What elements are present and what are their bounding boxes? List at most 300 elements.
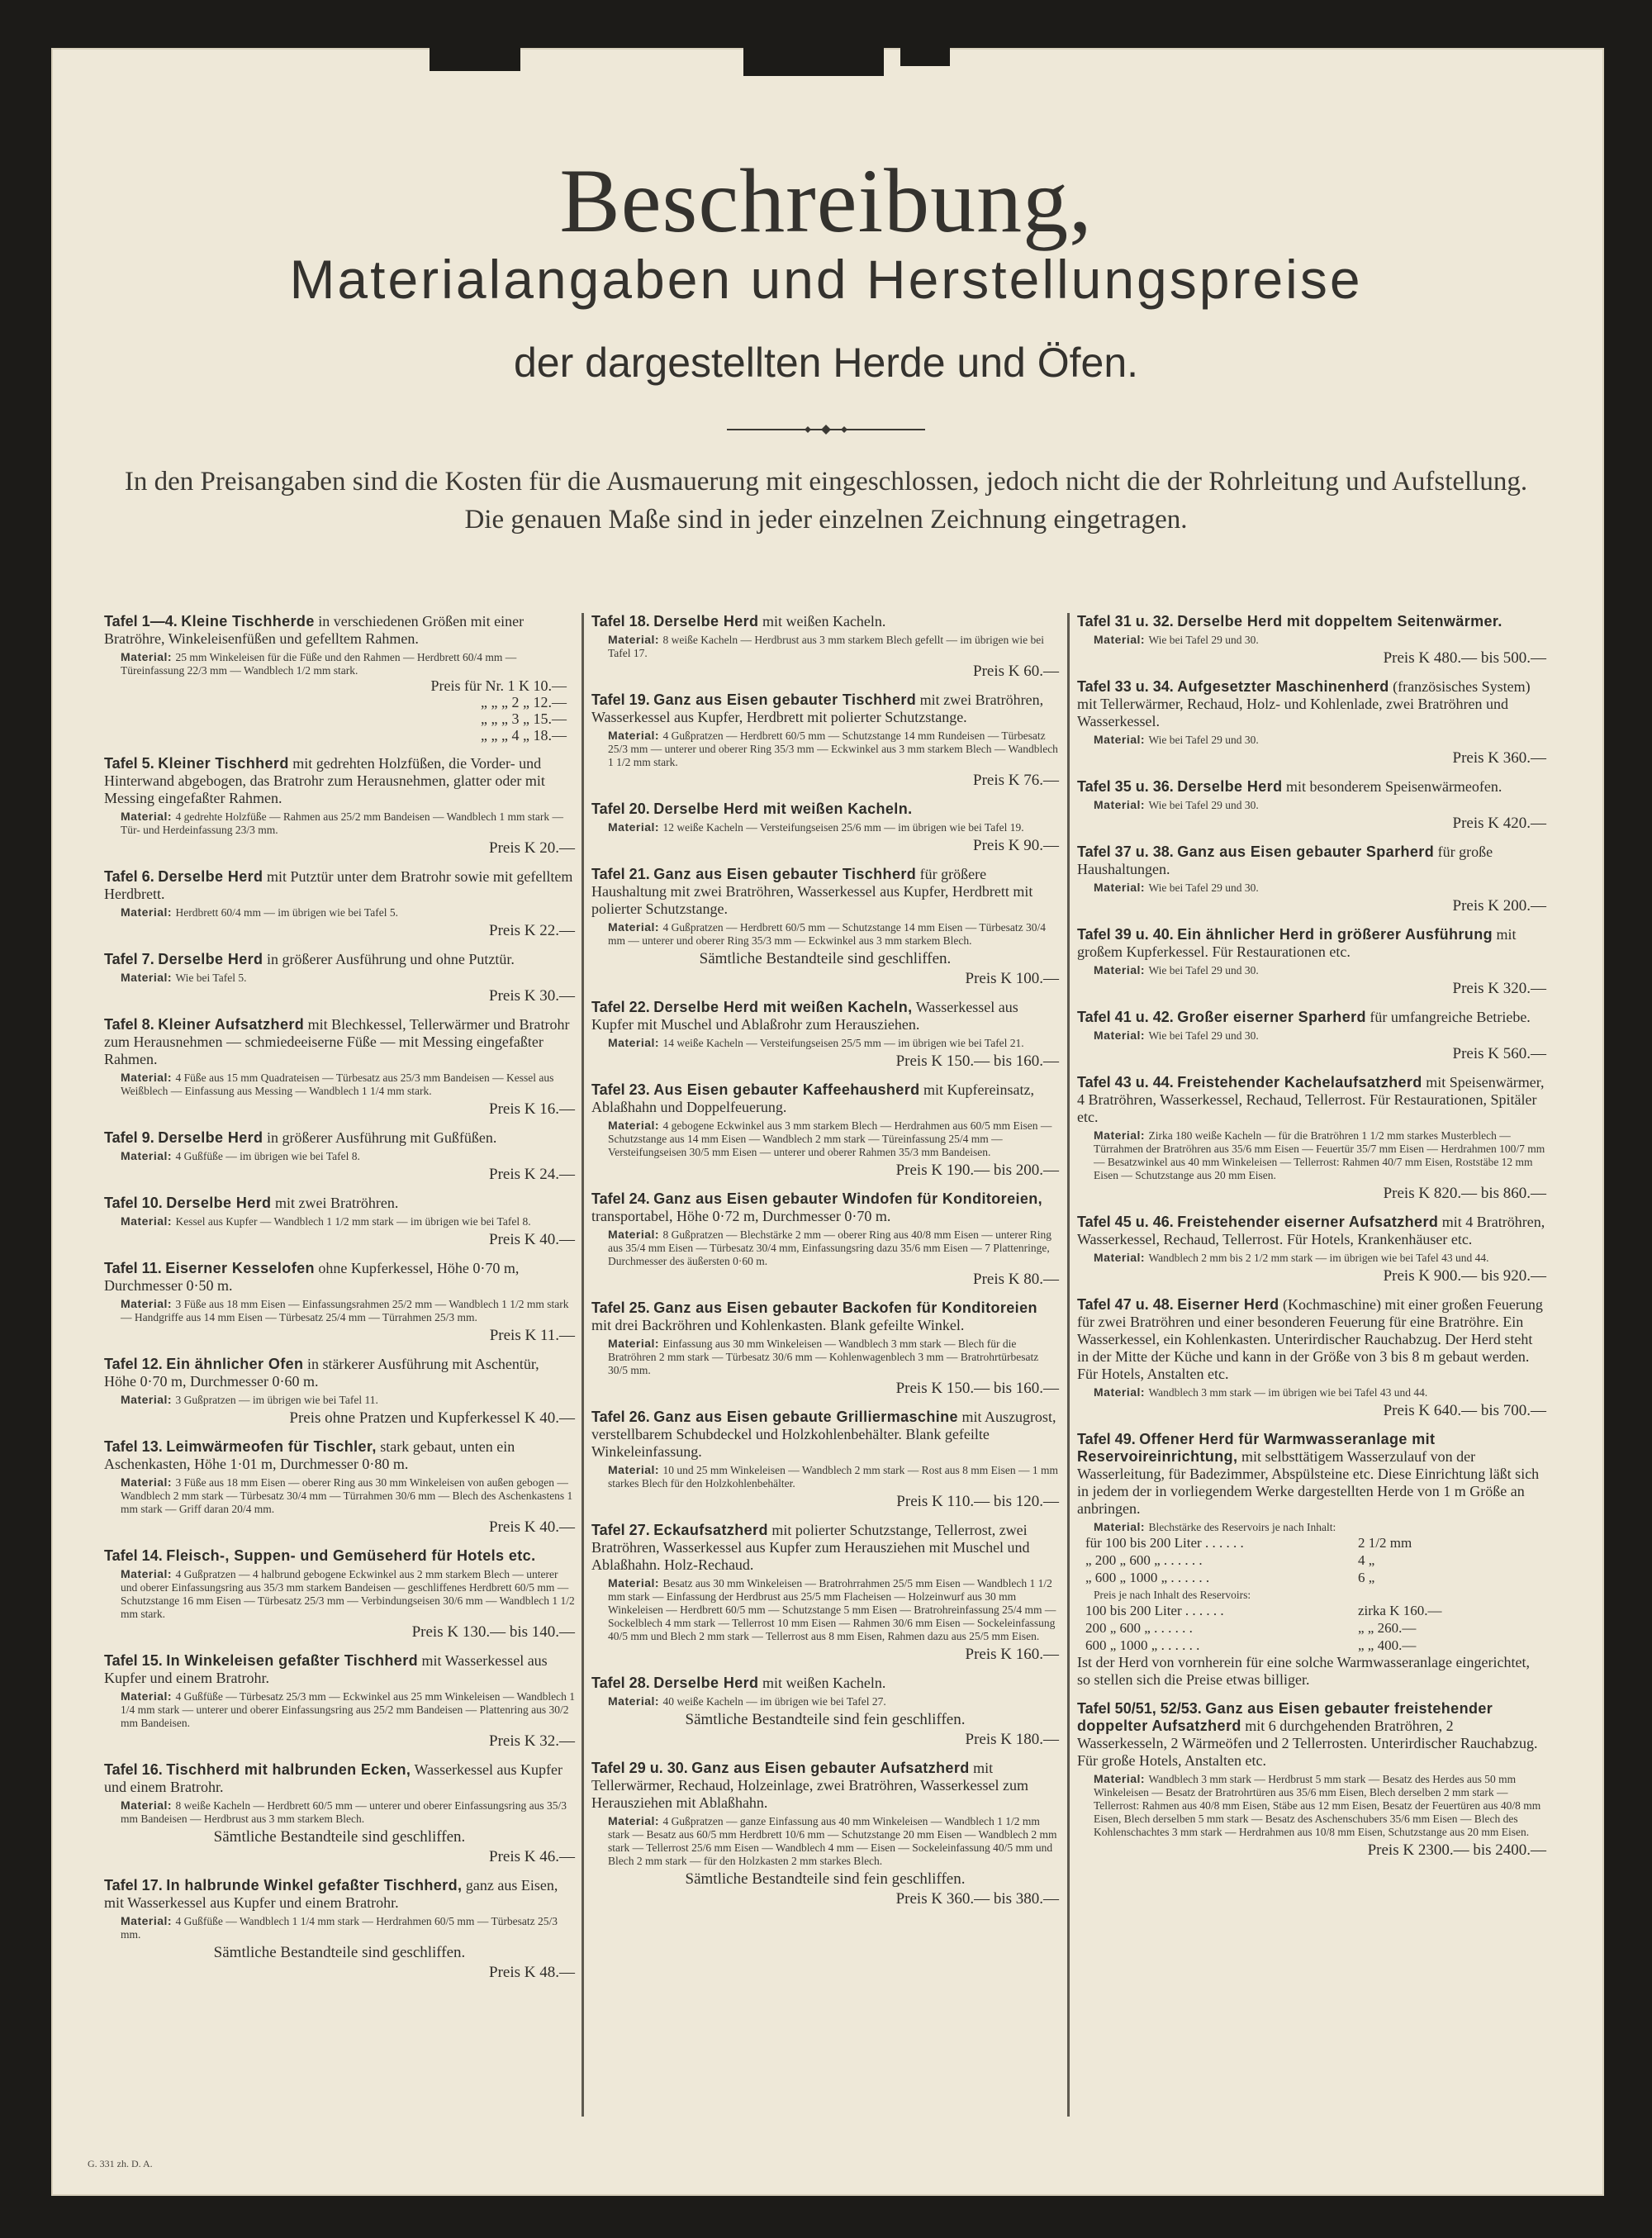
entry <box>591 801 1059 854</box>
torn-edge <box>743 48 884 76</box>
material-note <box>591 1228 1059 1268</box>
entry-title: Derselbe Herd <box>653 613 759 630</box>
material-text: 3 Füße aus 18 mm Eisen — Einfassungsrahmen 25/2 mm — Wandblech 1 1/2 mm stark — Handgriffe aus 14 mm Eisen — Türbesatz 25/4 mm — Türrahmen 25/3 mm. <box>121 1298 569 1323</box>
entry-text: mit drei Backröhren und Kohlenkasten. Blank gefeilte Winkel. <box>591 1317 965 1333</box>
material-note <box>104 1297 575 1324</box>
entry-title: Ganz aus Eisen gebaute Grilliermaschine <box>653 1409 958 1425</box>
entry-text: für große Haushaltungen. <box>1077 843 1493 877</box>
material-label: Material: <box>1094 1520 1149 1533</box>
price: Preis K 76.— <box>973 772 1059 789</box>
reservoir-row <box>1085 1619 1546 1637</box>
entry-title: Derselbe Herd mit doppeltem Seitenwärmer. <box>1177 613 1502 630</box>
material-label: Material: <box>1094 1129 1149 1142</box>
entry-title: Derselbe Herd mit weißen Kacheln. <box>653 801 913 817</box>
price: Preis K 100.— <box>965 970 1059 987</box>
entry-text: mit zwei Bratröhren. <box>274 1195 399 1211</box>
entry-heading <box>591 1081 1059 1116</box>
material-text: 4 Gußpratzen — ganze Einfassung aus 40 mm Winkeleisen — Wandblech 1 1/2 mm stark — Besatz aus 60/5 mm Herdbrett 10/6 mm — Schutzstange 20 mm Eisen — Wandblech 2 mm stark — Tellerrost 25/6 mm Eisen — Wandblech 4 mm — Eisen — Sockeleinfassung 40/5 mm und Blech 2 mm stark — für den Holzkasten 2 mm starkes Blech. <box>608 1815 1057 1867</box>
material-label: Material: <box>121 810 176 823</box>
material-note <box>591 633 1059 660</box>
entry-title: Kleine Tischherde <box>181 613 315 630</box>
entry <box>104 1260 575 1344</box>
entry-heading <box>104 613 575 648</box>
tafel-number: Tafel 24. <box>591 1190 650 1207</box>
material-label: Material: <box>1094 881 1149 894</box>
entry-heading <box>1077 1214 1546 1248</box>
entry-title: Derselbe Herd <box>653 1675 759 1691</box>
entry <box>591 1081 1059 1179</box>
entry <box>1077 1296 1546 1419</box>
tafel-number: Tafel 8. <box>104 1016 154 1033</box>
reservoir-thickness: 6 „ <box>1358 1570 1375 1585</box>
reservoir-thickness: 2 1/2 mm <box>1358 1535 1412 1551</box>
tafel-number: Tafel 7. <box>104 951 154 967</box>
entry-text: mit Tellerwärmer, Rechaud, Holzeinlage, zwei Bratröhren, Wasserkessel zum Herausziehen mit Ablaßhahn. <box>591 1760 1029 1811</box>
material-note <box>1077 1772 1546 1839</box>
entry <box>1077 1431 1546 1689</box>
entry-title: Derselbe Herd <box>158 951 263 967</box>
tafel-number: Tafel 29 u. 30. <box>591 1760 688 1776</box>
material-text: Besatz aus 30 mm Winkeleisen — Bratrohrrahmen 25/5 mm Eisen — Wandblech 1 1/2 mm stark — Einfassung der Herdbrust aus 25/5 mm Flacheisen — Holzeinwurf aus 30 mm Winkeleisen — Herdbrett 60/5 mm — Schutzstange 5 mm Eisen — Bratrohreinfassung 25/4 mm — Sockelblech 4 mm stark — Tellerrost 10 mm Eisen — Rahmen 30/6 mm Eisen — Sockeleinfassung 40/5 mm und Blech 2 mm stark — Tellerrost aus 8 mm Eisen, Rahmen dazu aus 25/5 mm Eisen. <box>608 1577 1056 1642</box>
material-note <box>591 1036 1059 1050</box>
tafel-number: Tafel 16. <box>104 1761 163 1778</box>
entry-text: mit selbsttätigem Wasserzulauf von der Wasserleitung, für Badezimmer, Abspülsteine etc. Diese Einrichtung läßt sich in jedem der in vorliegendem Werke dargestellten Herde von 1 m Größe an anbringen. <box>1077 1448 1540 1517</box>
entry-heading <box>104 1356 575 1390</box>
material-text: 8 Gußpratzen — Blechstärke 2 mm — oberer Ring aus 40/8 mm Eisen — unterer Ring aus 35/4 mm Eisen — Türbesatz 30/4 mm, Einfassungsring dazu 35/6 mm Eisen — 7 Plattenringe, Durchmesser des äußersten 0·60 m. <box>608 1228 1051 1267</box>
entry-title: Großer eiserner Sparherd <box>1177 1009 1366 1025</box>
entry <box>1077 1214 1546 1285</box>
entry-title: Aufgesetzter Maschinenherd <box>1177 678 1389 695</box>
price: Preis K 80.— <box>973 1271 1059 1288</box>
entry-title: Eiserner Herd <box>1177 1296 1279 1313</box>
material-label: Material: <box>608 633 663 646</box>
tafel-number: Tafel 10. <box>104 1195 163 1211</box>
entry-heading <box>104 1761 575 1796</box>
entry-heading <box>104 1652 575 1687</box>
entry-heading <box>591 613 1059 630</box>
entry <box>104 1652 575 1750</box>
material-note <box>104 1071 575 1098</box>
entry-heading <box>104 1195 575 1212</box>
tafel-number: Tafel 19. <box>591 691 650 708</box>
material-note <box>104 1149 575 1163</box>
material-note <box>591 920 1059 948</box>
material-label: Material: <box>1094 733 1149 746</box>
entry <box>104 1438 575 1536</box>
material-label: Material: <box>121 1567 176 1580</box>
entry-title: Freistehender eiserner Aufsatzherd <box>1177 1214 1439 1230</box>
entry-title: Ein ähnlicher Herd in größerer Ausführung <box>1177 926 1493 943</box>
material-text: Wie bei Tafel 29 und 30. <box>1148 964 1259 976</box>
entry <box>1077 1700 1546 1859</box>
tafel-number: Tafel 49. <box>1077 1431 1136 1447</box>
entry-title: Kleiner Tischherd <box>158 755 289 772</box>
material-label: Material: <box>608 920 663 934</box>
entry-note: Sämtliche Bestandteile sind fein geschliffen. <box>685 1711 966 1728</box>
material-text: Wandblech 2 mm bis 2 1/2 mm stark — im übrigen wie bei Tafel 43 und 44. <box>1148 1252 1489 1264</box>
tafel-number: Tafel 25. <box>591 1300 650 1316</box>
reservoir-price: „ „ 260.— <box>1358 1620 1417 1636</box>
entry-heading <box>591 1675 1059 1692</box>
entry <box>1077 613 1546 667</box>
material-note <box>1077 633 1546 647</box>
price-row: „ „ „ 4 „ 18.— <box>481 727 567 744</box>
material-note <box>1077 798 1546 812</box>
tafel-number: Tafel 23. <box>591 1081 650 1098</box>
entry <box>104 1356 575 1427</box>
entry-text: für umfangreiche Betriebe. <box>1370 1009 1531 1025</box>
material-label: Material: <box>121 1475 176 1489</box>
entry-title: Aus Eisen gebauter Kaffeehausherd <box>653 1081 920 1098</box>
material-label: Material: <box>121 1214 176 1228</box>
entry-text: ganz aus Eisen, mit Wasserkessel aus Kupfer und einem Bratrohr. <box>104 1877 558 1911</box>
entry-heading <box>1077 613 1546 630</box>
torn-edge <box>900 48 950 66</box>
entry-heading <box>1077 1700 1546 1770</box>
entry-title: Ganz aus Eisen gebauter Windofen für Konditoreien, <box>653 1190 1043 1207</box>
entry <box>1077 678 1546 767</box>
material-label: Material: <box>121 650 176 663</box>
entry-text: in größerer Ausführung und ohne Putztür. <box>266 951 515 967</box>
entry-heading <box>104 1877 575 1912</box>
reservoir-caption: Preis je nach Inhalt des Reservoirs: <box>1094 1589 1251 1601</box>
material-note <box>104 810 575 837</box>
tafel-number: Tafel 15. <box>104 1652 163 1669</box>
reservoir-row <box>1085 1534 1546 1551</box>
entry-note: Sämtliche Bestandteile sind geschliffen. <box>213 1828 466 1846</box>
entry <box>104 755 575 857</box>
entry-text: mit Speisenwärmer, 4 Bratröhren, Wasserkessel, Rechaud, Tellerrost. Für Restaurationen, Spitäler etc. <box>1077 1074 1545 1125</box>
material-note <box>1077 733 1546 747</box>
price: Preis K 110.— bis 120.— <box>896 1493 1059 1510</box>
tafel-number: Tafel 50/51, 52/53. <box>1077 1700 1202 1717</box>
entry-heading <box>591 1522 1059 1574</box>
price-row: Preis für Nr. 1 K 10.— <box>430 677 567 694</box>
material-text: Wie bei Tafel 29 und 30. <box>1148 799 1259 811</box>
entry-title: Ganz aus Eisen gebauter freistehender doppelter Aufsatzherd <box>1077 1700 1493 1734</box>
reservoir-price: zirka K 160.— <box>1358 1603 1442 1618</box>
material-label: Material: <box>608 820 663 834</box>
entry <box>591 999 1059 1070</box>
entry-text: in stärkerer Ausführung mit Aschentür, Höhe 0·70 m, Durchmesser 0·60 m. <box>104 1356 539 1390</box>
entry-title: Derselbe Herd mit weißen Kacheln, <box>653 999 913 1015</box>
material-text: Wie bei Tafel 5. <box>175 972 247 984</box>
material-note <box>591 1119 1059 1159</box>
material-text: Kessel aus Kupfer — Wandblech 1 1/2 mm stark — im übrigen wie bei Tafel 8. <box>175 1215 531 1228</box>
entry-heading <box>1077 678 1546 730</box>
entry-heading <box>591 801 1059 818</box>
material-label: Material: <box>121 905 176 919</box>
entry <box>1077 1009 1546 1062</box>
price: Preis K 480.— bis 500.— <box>1383 649 1546 667</box>
price: Preis K 560.— <box>1452 1045 1546 1062</box>
entry-heading <box>1077 926 1546 961</box>
material-note <box>104 971 575 985</box>
material-text: Zirka 180 weiße Kacheln — für die Bratröhren 1 1/2 mm starkes Musterblech — Türrahmen der Bratröhren aus 35/6 mm Eisen — Feuertür 35/7 mm Eisen — Herdrahmen 100/7 mm — Besatzwinkel aus 40 mm Winkeleisen — Tellerrost: Rahmen 40/7 mm Eisen, Roststäbe 12 mm Eisen — Schutzstange aus 20 mm Eisen. <box>1094 1129 1545 1181</box>
entry-title: Derselbe Herd <box>1177 778 1283 795</box>
entry-text: (Kochmaschine) mit einer großen Feuerung für zwei Bratröhren und einer besonderen Feuerung für eine Bratröhre. Ein Wasserkessel, ein Kohlenkasten. Unterirdischer Rauchabzug. Der Herd steht in der Mitte der Küche und kann in der Größe von 3 bis 8 m gebaut werden. Für Hotels, Anstalten etc. <box>1077 1296 1543 1382</box>
entry-text: mit zwei Bratröhren, Wasserkessel aus Kupfer, Herdbrett mit polierter Schutzstange. <box>591 691 1044 725</box>
intro-text <box>107 463 1545 539</box>
tafel-number: Tafel 37 u. 38. <box>1077 843 1174 860</box>
entry-title: Ganz aus Eisen gebauter Tischherd <box>653 866 917 882</box>
material-label: Material: <box>121 1689 176 1703</box>
ornament-divider <box>727 423 925 436</box>
entry-title: Eiserner Kesselofen <box>165 1260 315 1276</box>
price-row: „ „ „ 3 „ 15.— <box>481 710 567 727</box>
entry-note: Sämtliche Bestandteile sind fein geschliffen. <box>685 1870 966 1888</box>
material-text: Wie bei Tafel 29 und 30. <box>1148 881 1259 894</box>
entry-text: (französisches System) mit Tellerwärmer, Rechaud, Holz- und Kohlenlade, zwei Bratröhren und Wasserkessel. <box>1077 678 1531 729</box>
material-text: 4 Gußpratzen — Herdbrett 60/5 mm — Schutzstange 14 mm Eisen — Türbesatz 30/4 mm — unterer und oberer Ring 35/3 mm — Eckwinkel aus 3 mm starkem Blech. <box>608 921 1046 947</box>
entry-text: mit Putztür unter dem Bratrohr sowie mit gefelltem Herdbrett. <box>104 868 573 902</box>
entry-text: mit besonderem Speisenwärmeofen. <box>1285 778 1502 795</box>
entry <box>591 1190 1059 1288</box>
reservoir-price: „ „ 400.— <box>1358 1637 1417 1653</box>
price: Preis K 200.— <box>1452 897 1546 915</box>
tafel-number: Tafel 20. <box>591 801 650 817</box>
reservoir-row <box>1085 1602 1546 1619</box>
column-1 <box>104 613 575 1993</box>
entry-text: mit 4 Bratröhren, Wasserkessel, Rechaud, Tellerrost. Für Hotels, Krankenhäuser etc. <box>1077 1214 1545 1247</box>
price: Preis K 190.— bis 200.— <box>895 1162 1059 1179</box>
material-text: Herdbrett 60/4 mm — im übrigen wie bei Tafel 5. <box>175 906 398 919</box>
entry-text: mit gedrehten Holzfüßen, die Vorder- und Hinterwand abgebogen, das Bratrohr zum Herausnehmen, glatter oder mit Messing eingefaßter Rahmen. <box>104 755 545 806</box>
entry-text: mit 6 durchgehenden Bratröhren, 2 Wasserkesseln, 2 Wärmeöfen und 2 Tellerrosten. Unterirdischer Rauchabzug. Für große Hotels, Anstalten etc. <box>1077 1718 1538 1769</box>
tafel-number: Tafel 41 u. 42. <box>1077 1009 1174 1025</box>
price: Preis K 2300.— bis 2400.— <box>1367 1841 1546 1859</box>
tafel-number: Tafel 18. <box>591 613 650 630</box>
entry <box>104 1129 575 1183</box>
torn-edge <box>430 48 520 71</box>
tafel-number: Tafel 12. <box>104 1356 163 1372</box>
entry-heading <box>591 1190 1059 1225</box>
entry-heading <box>1077 1009 1546 1026</box>
material-note <box>104 905 575 919</box>
tafel-number: Tafel 39 u. 40. <box>1077 926 1174 943</box>
entry-title: Derselbe Herd <box>166 1195 272 1211</box>
material-text: 3 Füße aus 18 mm Eisen — oberer Ring aus 30 mm Winkeleisen von außen gebogen — Wandblech 2 mm stark — Türbesatz 30/4 mm — Türrahmen 30/6 mm — Blech des Aschenkastens 1 mm stark — Griff daran 20/4 mm. <box>121 1476 573 1515</box>
entry-heading <box>591 1409 1059 1461</box>
entry-heading <box>1077 1074 1546 1126</box>
intro-line-1: In den Preisangaben sind die Kosten für die Ausmauerung mit eingeschlossen, jedoch nicht die der Rohrleitung und Aufstellung. <box>124 467 1528 497</box>
material-label: Material: <box>121 1393 176 1406</box>
tafel-number: Tafel 13. <box>104 1438 163 1455</box>
price: Preis K 360.— <box>1452 749 1546 767</box>
material-note <box>104 1689 575 1730</box>
material-text: Wie bei Tafel 29 und 30. <box>1148 1029 1259 1042</box>
tafel-number: Tafel 1—4. <box>104 613 178 630</box>
material-note <box>1077 881 1546 895</box>
entry-title: Ganz aus Eisen gebauter Sparherd <box>1177 843 1435 860</box>
material-label: Material: <box>121 1798 176 1812</box>
material-text: 10 und 25 mm Winkeleisen — Wandblech 2 mm stark — Rost aus 8 mm Eisen — 1 mm starkes Blech für den Holzkohlenbehälter. <box>608 1464 1059 1490</box>
entry-title: Ganz aus Eisen gebauter Backofen für Konditoreien <box>653 1300 1037 1316</box>
intro-line-2: Die genauen Maße sind in jeder einzelnen Zeichnung eingetragen. <box>464 505 1188 535</box>
price: Preis K 11.— <box>489 1327 575 1344</box>
material-label: Material: <box>608 1576 663 1589</box>
entry-title: Offener Herd für Warmwasseranlage mit Reservoireinrichtung, <box>1077 1431 1436 1465</box>
price: Preis K 180.— <box>965 1731 1059 1748</box>
reservoir-range: 200 „ 600 „ . . . . . . <box>1085 1620 1193 1636</box>
material-note <box>1077 1385 1546 1399</box>
entry-title: Fleisch-, Suppen- und Gemüseherd für Hotels etc. <box>166 1547 536 1564</box>
entry-text: für größere Haushaltung mit zwei Bratröhren, Wasserkessel aus Kupfer, Herdbrett mit polierter Schutzstange. <box>591 866 1033 917</box>
material-note <box>1077 1129 1546 1182</box>
material-text: 40 weiße Kacheln — im übrigen wie bei Tafel 27. <box>662 1695 886 1708</box>
tafel-number: Tafel 27. <box>591 1522 650 1538</box>
entry-heading <box>104 1129 575 1147</box>
material-label: Material: <box>1094 1251 1149 1264</box>
reservoir-row <box>1085 1551 1546 1569</box>
price: Preis K 360.— bis 380.— <box>895 1890 1059 1908</box>
tafel-number: Tafel 5. <box>104 755 154 772</box>
entry-text: transportabel, Höhe 0·72 m, Durchmesser 0·70 m. <box>591 1208 891 1224</box>
material-text: Blechstärke des Reservoirs je nach Inhalt: <box>1148 1521 1336 1533</box>
entry <box>591 1409 1059 1510</box>
price: Preis K 90.— <box>973 837 1059 854</box>
entry-text: mit großem Kupferkessel. Für Restaurationen etc. <box>1077 926 1517 960</box>
material-text: 12 weiße Kacheln — Versteifungseisen 25/6 mm — im übrigen wie bei Tafel 19. <box>662 821 1024 834</box>
entry-text: mit polierter Schutzstange, Tellerrost, zwei Bratröhren, Wasserkessel aus Kupfer zum Herausziehen mit Muschel und Ablaßhahn. Holz-Rechaud. <box>591 1522 1030 1573</box>
tafel-number: Tafel 35 u. 36. <box>1077 778 1174 795</box>
entry-note: Sämtliche Bestandteile sind geschliffen. <box>213 1944 466 1961</box>
entry-text: mit Auszugrost, verstellbarem Schubdeckel und Holzkohlenbehälter. Blank gefeilte Winkeleinfassung. <box>591 1409 1056 1460</box>
entry-title: Ganz aus Eisen gebauter Tischherd <box>653 691 917 708</box>
price: Preis K 320.— <box>1452 980 1546 997</box>
material-label: Material: <box>1094 798 1149 811</box>
price: Preis K 640.— bis 700.— <box>1383 1402 1546 1419</box>
entry <box>104 1195 575 1248</box>
entry-heading <box>1077 843 1546 878</box>
reservoir-range: 100 bis 200 Liter . . . . . . <box>1085 1603 1224 1618</box>
price: Preis K 420.— <box>1452 815 1546 832</box>
material-label: Material: <box>608 1036 663 1049</box>
entry-title: In Winkeleisen gefaßter Tischherd <box>166 1652 418 1669</box>
tafel-number: Tafel 28. <box>591 1675 650 1691</box>
reservoir-row <box>1085 1569 1546 1586</box>
tafel-number: Tafel 43 u. 44. <box>1077 1074 1174 1090</box>
material-text: Wie bei Tafel 29 und 30. <box>1148 734 1259 746</box>
entry-heading <box>104 1260 575 1295</box>
entry <box>1077 1074 1546 1202</box>
reservoir-range: „ 200 „ 600 „ . . . . . . <box>1085 1552 1203 1568</box>
material-label: Material: <box>608 1463 663 1476</box>
material-note <box>104 1567 575 1621</box>
entry-text: mit Blechkessel, Tellerwärmer und Bratrohr zum Herausnehmen — schmiedeeiserne Füße — mit Messing eingefaßter Rahmen. <box>104 1016 570 1067</box>
material-label: Material: <box>608 1228 663 1241</box>
column-3 <box>1077 613 1546 1870</box>
material-text: 25 mm Winkeleisen für die Füße und den Rahmen — Herdbrett 60/4 mm — Türeinfassung 22/3 mm — Wandblech 1/2 mm stark. <box>121 651 517 677</box>
entry-heading <box>1077 1431 1546 1518</box>
material-note <box>591 1814 1059 1868</box>
tafel-number: Tafel 14. <box>104 1547 163 1564</box>
entry <box>104 1547 575 1641</box>
material-text: Wie bei Tafel 29 und 30. <box>1148 634 1259 646</box>
price: Preis K 20.— <box>489 839 575 857</box>
entry-text: mit Kupfereinsatz, Ablaßhahn und Doppelfeuerung. <box>591 1081 1034 1115</box>
entry-text: in verschiedenen Größen mit einer Bratröhre, Winkeleisenfüßen und gefelltem Rahmen. <box>104 613 525 647</box>
entry <box>104 613 575 744</box>
material-text: 4 Gußfüße — im übrigen wie bei Tafel 8. <box>175 1150 360 1162</box>
page-subtitle: Materialangaben und Herstellungspreise <box>289 249 1363 310</box>
entry <box>1077 778 1546 832</box>
material-note <box>104 1914 575 1941</box>
entry-heading <box>591 866 1059 918</box>
price: Preis K 150.— bis 160.— <box>895 1380 1059 1397</box>
price: Preis K 48.— <box>489 1964 575 1981</box>
entry-heading <box>104 755 575 807</box>
price: Preis K 46.— <box>489 1848 575 1865</box>
footer-signature: G. 331 zh. D. A. <box>88 2158 153 2169</box>
entry-heading <box>104 1016 575 1068</box>
price: Preis ohne Pratzen und Kupferkessel K 40.— <box>289 1409 575 1427</box>
entry-title: In halbrunde Winkel gefaßter Tischherd, <box>166 1877 463 1894</box>
entry-heading <box>1077 1296 1546 1383</box>
material-note <box>591 1694 1059 1708</box>
entry-text: mit Wasserkessel aus Kupfer und einem Bratrohr. <box>104 1652 548 1686</box>
material-note <box>1077 1029 1546 1043</box>
entry-text: mit weißen Kacheln. <box>762 1675 886 1691</box>
material-text: Wandblech 3 mm stark — Herdbrust 5 mm stark — Besatz des Herdes aus 50 mm Winkeleisen — Besatz der Bratrohrtüren aus 35/6 mm Eisen, Blech derselben 2 mm stark — Tellerrost: Rahmen aus 40/8 mm Eisen, Stäbe aus 12 mm Eisen, Besatz der Feuertüren aus 40/8 mm Eisen, Blech derselben 5 mm stark — Besatz des Aschenschubers 35/6 mm Eisen — Blech des Kohlenschachtes 3 mm stark — Herdrahmen aus 10/8 mm Eisen, Schutzstange aus 20 mm Eisen. <box>1094 1773 1541 1838</box>
material-text: 4 gebogene Eckwinkel aus 3 mm starkem Blech — Herdrahmen aus 60/5 mm Eisen — Schutzstange aus 14 mm Eisen — Wandblech 2 mm stark — Türeinfassung 25/4 mm — Versteifungseisen 30/5 mm Eisen — unterer und oberer Rahmen 35/3 mm Bandeisen. <box>608 1119 1052 1158</box>
tafel-number: Tafel 9. <box>104 1129 154 1146</box>
entry-text: mit weißen Kacheln. <box>762 613 886 630</box>
entry-title: Derselbe Herd <box>158 1129 263 1146</box>
material-label: Material: <box>608 1337 663 1350</box>
column-divider <box>582 613 584 2117</box>
reservoir-sizes <box>1077 1534 1546 1586</box>
material-label: Material: <box>608 1119 663 1132</box>
material-text: 4 Gußpratzen — 4 halbrund gebogene Eckwinkel aus 2 mm starkem Blech — unterer und oberer Einfassungsring aus 35/3 mm starkem Bandeisen — geschliffenes Herdbrett 60/5 mm — Schutzstange 16 mm Eisen — Türbesatz 25/3 mm — Verbindungseisen 30/6 mm — Wandblech 1 1/2 mm stark. <box>121 1568 575 1620</box>
column-divider <box>1067 613 1070 2117</box>
entry <box>104 1877 575 1981</box>
tafel-number: Tafel 22. <box>591 999 650 1015</box>
price: Preis K 900.— bis 920.— <box>1383 1267 1546 1285</box>
reservoir-range: „ 600 „ 1000 „ . . . . . . <box>1085 1570 1210 1585</box>
material-text: 4 Gußfüße — Wandblech 1 1/4 mm stark — Herdrahmen 60/5 mm — Türbesatz 25/3 mm. <box>121 1915 558 1941</box>
reservoir-prices <box>1077 1602 1546 1654</box>
tafel-number: Tafel 31 u. 32. <box>1077 613 1174 630</box>
price: Preis K 22.— <box>489 922 575 939</box>
material-label: Material: <box>1094 633 1149 646</box>
entry <box>591 866 1059 987</box>
material-text: 4 Füße aus 15 mm Quadrateisen — Türbesatz aus 25/3 mm Bandeisen — Kessel aus Weißblech — Einfassung aus Messing — Wandblech 1 1/4 mm stark. <box>121 1071 554 1097</box>
material-note <box>104 650 575 677</box>
entry-heading <box>591 1300 1059 1334</box>
entry-title: Ganz aus Eisen gebauter Aufsatzherd <box>691 1760 970 1776</box>
material-label: Material: <box>608 1694 663 1708</box>
material-text: 14 weiße Kacheln — Versteifungseisen 25/5 mm — im übrigen wie bei Tafel 21. <box>662 1037 1024 1049</box>
tafel-number: Tafel 11. <box>104 1260 162 1276</box>
material-text: 4 gedrehte Holzfüße — Rahmen aus 25/2 mm Bandeisen — Wandblech 1 mm stark — Tür- und Herdeinfassung 23/3 mm. <box>121 810 564 836</box>
reservoir-thickness: 4 „ <box>1358 1552 1375 1568</box>
material-label: Material: <box>121 1071 176 1084</box>
material-label: Material: <box>121 971 176 984</box>
entry-text: in größerer Ausführung mit Gußfüßen. <box>266 1129 497 1146</box>
entry <box>591 1522 1059 1663</box>
material-note <box>591 1337 1059 1377</box>
material-text: Einfassung aus 30 mm Winkeleisen — Wandblech 3 mm stark — Blech für die Bratröhren 2 mm stark — Türbesatz 30/6 mm — Kohlenwagenblech 3 mm — Bratrohrtürbesatz 30/5 mm. <box>608 1338 1039 1376</box>
column-2 <box>591 613 1059 1919</box>
material-note <box>1077 1251 1546 1265</box>
price: Preis K 16.— <box>489 1100 575 1118</box>
entry-text: Wasserkessel aus Kupfer mit Muschel und Ablaßrohr zum Herausziehen. <box>591 999 1018 1033</box>
entry <box>591 691 1059 789</box>
material-label: Material: <box>608 1814 663 1827</box>
entry-heading <box>591 691 1059 726</box>
entry-heading <box>104 1438 575 1473</box>
